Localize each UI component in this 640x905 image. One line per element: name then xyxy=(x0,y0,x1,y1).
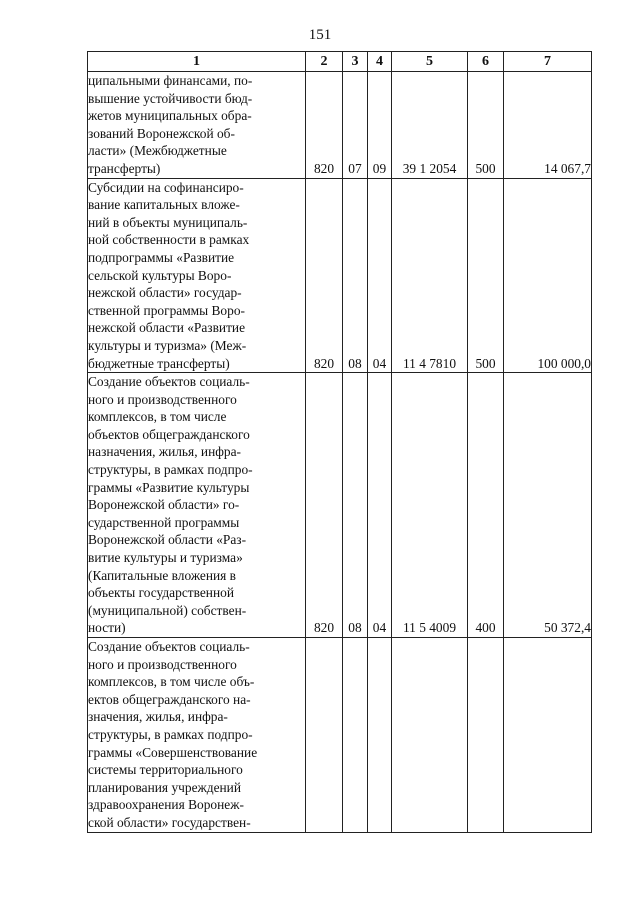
admin-code-cell: 820 xyxy=(306,373,343,638)
description-line: ний в объекты муниципаль- xyxy=(88,214,248,230)
description-line: бюджетные трансферты) xyxy=(88,355,230,371)
description-line: зований Воронежской об- xyxy=(88,125,235,141)
column-header: 3 xyxy=(343,52,368,72)
column-header: 4 xyxy=(368,52,392,72)
description-line: вание капитальных вложе- xyxy=(88,197,240,213)
description-line: вышение устойчивости бюд- xyxy=(88,90,253,106)
row-description xyxy=(88,638,306,833)
description-line: жетов муниципальных обра- xyxy=(88,108,252,124)
description-line: сельской культуры Воро- xyxy=(88,267,232,283)
description-line: нежской области» государ- xyxy=(88,285,242,301)
column-header: 1 xyxy=(88,52,306,72)
table-body xyxy=(88,72,592,833)
description-line: (муниципальной) собствен- xyxy=(88,602,247,618)
section-cell xyxy=(343,638,368,833)
row-description xyxy=(88,178,306,373)
table-row xyxy=(88,638,592,833)
expense-type-cell: 500 xyxy=(468,178,504,373)
budget-table xyxy=(87,51,592,833)
target-article-cell xyxy=(392,638,468,833)
amount-cell xyxy=(504,638,592,833)
section-cell: 08 xyxy=(343,373,368,638)
column-header: 5 xyxy=(392,52,468,72)
description-line: планирования учреждений xyxy=(88,779,242,795)
expense-type-cell: 400 xyxy=(468,373,504,638)
description-line: назначения, жилья, инфра- xyxy=(88,444,242,460)
description-line: значения, жилья, инфра- xyxy=(88,709,228,725)
admin-code-cell: 820 xyxy=(306,72,343,179)
description-line: ской области» государствен- xyxy=(88,814,251,830)
table-header-row xyxy=(88,52,592,72)
admin-code-cell xyxy=(306,638,343,833)
column-header: 2 xyxy=(306,52,343,72)
description-line: витие культуры и туризма» xyxy=(88,550,243,566)
description-line: системы территориального xyxy=(88,762,243,778)
description-line: ласти» (Межбюджетные xyxy=(88,143,227,159)
description-line: трансферты) xyxy=(88,160,161,176)
expense-type-cell xyxy=(468,638,504,833)
description-line: здравоохранения Воронеж- xyxy=(88,797,244,813)
description-line: граммы «Совершенствование xyxy=(88,744,258,760)
description-line: ектов общегражданского на- xyxy=(88,691,251,707)
description-line: Воронежской области» го- xyxy=(88,497,240,513)
amount-cell: 50 372,4 xyxy=(504,373,592,638)
description-line: сударственной программы xyxy=(88,514,240,530)
description-line: комплексов, в том числе xyxy=(88,409,227,425)
row-description xyxy=(88,373,306,638)
description-line: ного и производственного xyxy=(88,391,237,407)
amount-cell: 100 000,0 xyxy=(504,178,592,373)
subsection-cell: 04 xyxy=(368,373,392,638)
subsection-cell: 04 xyxy=(368,178,392,373)
target-article-cell: 39 1 2054 xyxy=(392,72,468,179)
description-line: ного и производственного xyxy=(88,656,237,672)
description-line: ной собственности в рамках xyxy=(88,232,250,248)
description-line: ности) xyxy=(88,620,126,636)
amount-cell: 14 067,7 xyxy=(504,72,592,179)
subsection-cell: 09 xyxy=(368,72,392,179)
description-line: подпрограммы «Развитие xyxy=(88,249,235,265)
section-cell: 08 xyxy=(343,178,368,373)
section-cell: 07 xyxy=(343,72,368,179)
description-line: Создание объектов социаль- xyxy=(88,374,250,390)
description-line: культуры и туризма» (Меж- xyxy=(88,337,247,353)
expense-type-cell: 500 xyxy=(468,72,504,179)
description-line: Создание объектов социаль- xyxy=(88,639,250,654)
description-line: объектов общегражданского xyxy=(88,426,250,442)
column-header: 6 xyxy=(468,52,504,72)
description-line: граммы «Развитие культуры xyxy=(88,479,250,495)
page-number: 151 xyxy=(308,27,332,43)
description-line: нежской области «Развитие xyxy=(88,320,246,336)
description-line: структуры, в рамках подпро- xyxy=(88,726,253,742)
table-row xyxy=(88,178,592,373)
description-line: Субсидии на софинансиро- xyxy=(88,179,244,195)
description-line: структуры, в рамках подпро- xyxy=(88,462,253,478)
description-line: ципальными финансами, по- xyxy=(88,73,253,88)
row-description xyxy=(88,72,306,179)
description-line: (Капитальные вложения в xyxy=(88,567,237,583)
description-line: объекты государственной xyxy=(88,585,235,601)
description-line: ственной программы Воро- xyxy=(88,302,245,318)
admin-code-cell: 820 xyxy=(306,178,343,373)
description-line: комплексов, в том числе объ- xyxy=(88,674,255,690)
description-line: Воронежской области «Раз- xyxy=(88,532,247,548)
subsection-cell xyxy=(368,638,392,833)
table-row xyxy=(88,373,592,638)
target-article-cell: 11 5 4009 xyxy=(392,373,468,638)
target-article-cell: 11 4 7810 xyxy=(392,178,468,373)
table-row xyxy=(88,72,592,179)
column-header: 7 xyxy=(504,52,592,72)
